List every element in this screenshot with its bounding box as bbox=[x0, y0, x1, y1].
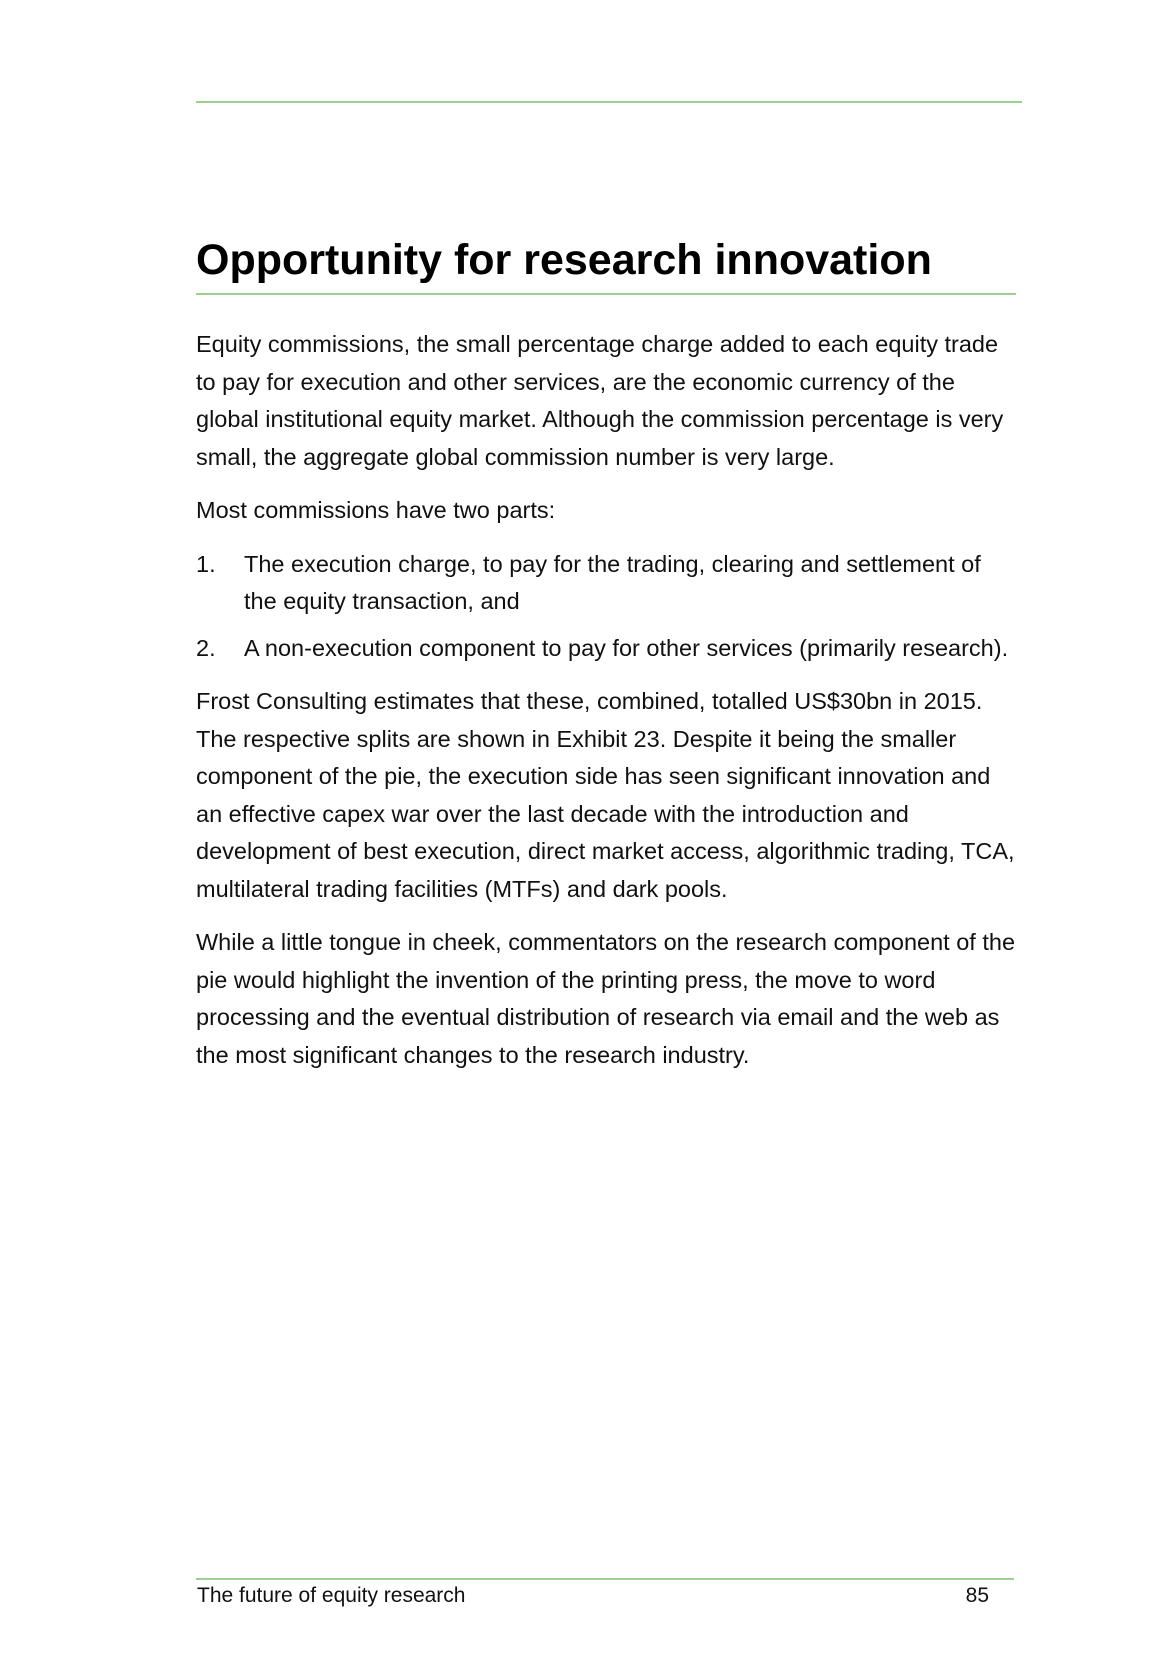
footer-rule bbox=[196, 1578, 1014, 1580]
paragraph-lead-in: Most commissions have two parts: bbox=[196, 497, 556, 523]
numbered-list bbox=[196, 546, 1016, 668]
body-text bbox=[196, 326, 1016, 1090]
paragraph-intro: Equity commissions, the small percentage charge added to each equity trade to pay for execution and other services, are the economic currency of the global institutional equity market. Although the commission percentage is very small, the aggregate global commission number is very large. bbox=[196, 331, 1004, 470]
list-item-text: A non-execution component to pay for other services (primarily research). bbox=[244, 634, 1009, 661]
paragraph-research-changes: While a little tongue in cheek, commentators on the research component of the pie would highlight the invention of the printing press, the move to word processing and the eventual distribution of research via email and the web as the most significant changes to the research industry. bbox=[196, 929, 1016, 1068]
page-number: 85 bbox=[965, 1584, 989, 1607]
list-item-number: 1. bbox=[196, 550, 216, 577]
list-item bbox=[196, 546, 1016, 621]
header-rule bbox=[196, 101, 1022, 103]
page-heading: Opportunity for research innovation bbox=[196, 236, 932, 284]
list-item-text: The execution charge, to pay for the trading, clearing and settlement of the equity transaction, and bbox=[244, 550, 981, 614]
list-item bbox=[196, 630, 1016, 668]
paragraph-estimates: Frost Consulting estimates that these, combined, totalled US$30bn in 2015. The respective splits are shown in Exhibit 23. Despite it being the smaller component of the pie, the execution side has seen significant innovation and an effective capex war over the last decade with the introduction and development of best execution, direct market access, algorithmic trading, TCA, multilateral trading facilities (MTFs) and dark pools. bbox=[196, 688, 1015, 902]
list-item-number: 2. bbox=[196, 634, 216, 661]
heading-rule bbox=[196, 293, 1016, 295]
footer-title: The future of equity research bbox=[197, 1584, 466, 1607]
